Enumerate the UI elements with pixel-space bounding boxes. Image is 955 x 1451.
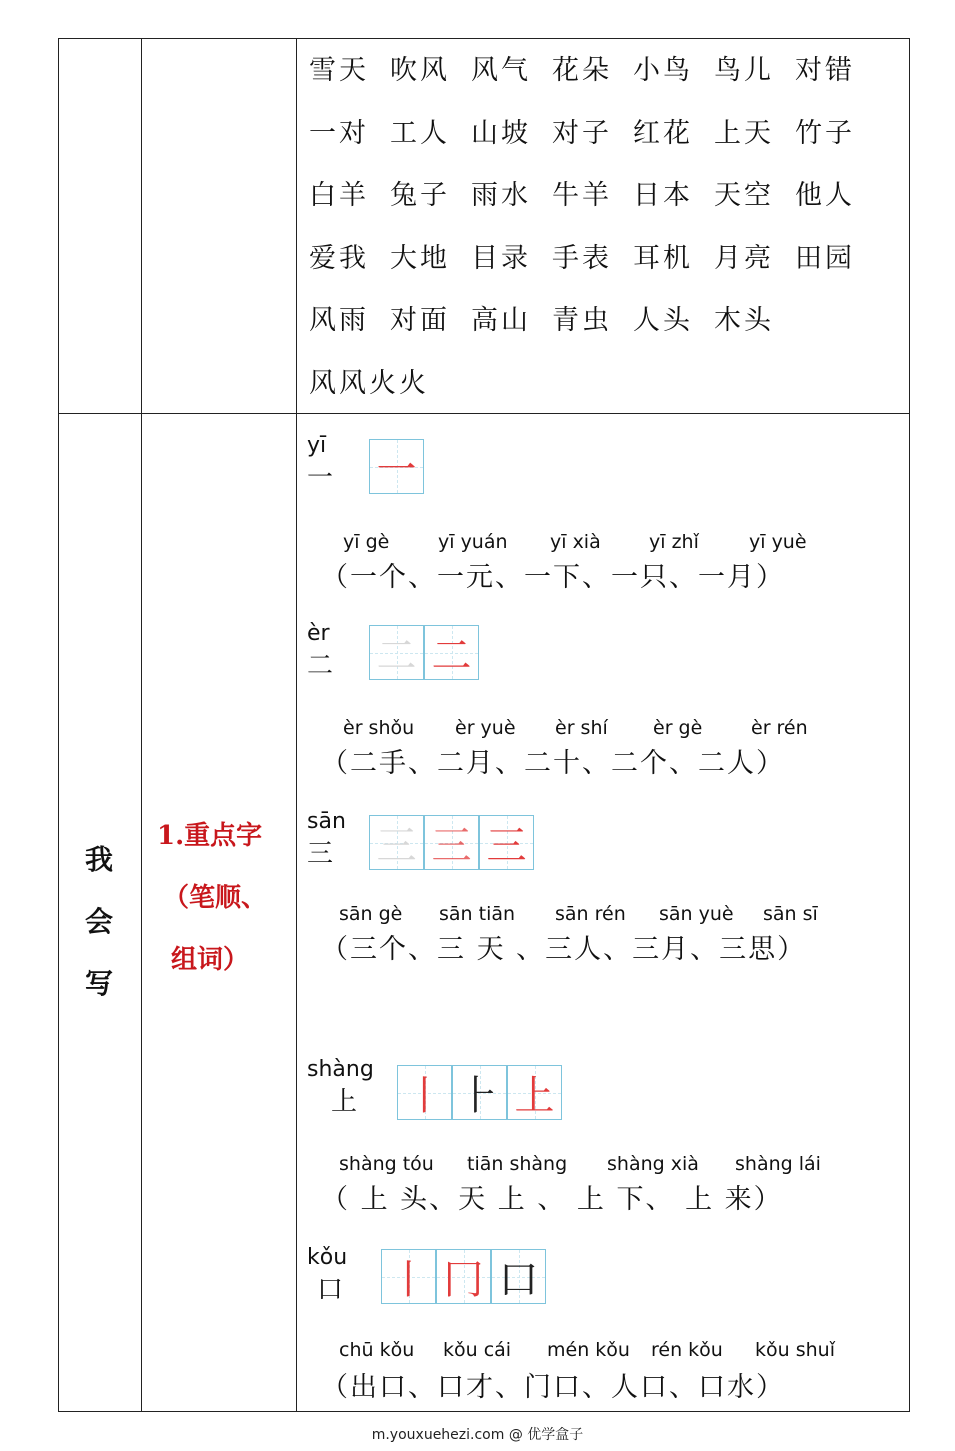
stroke-cell [507, 1065, 562, 1120]
word-row [309, 301, 876, 364]
word: 红花 [633, 117, 693, 149]
word: 上天 [714, 117, 774, 149]
word: 对错 [795, 55, 855, 86]
word-pinyin: èr gè [653, 717, 703, 739]
word-pinyin: sān sī [763, 903, 818, 925]
stroke-cell [381, 1249, 436, 1304]
word: 花朵 [552, 55, 612, 86]
word: 青虫 [552, 305, 612, 336]
stroke-step: 二 [431, 633, 472, 679]
char-pinyin: yī [307, 433, 327, 458]
words-line: （ 上 头、天 上 、 上 下、 上 来） [321, 1184, 783, 1215]
word: 田园 [795, 242, 855, 274]
column-divider-2 [296, 39, 297, 1411]
word: 月亮 [714, 242, 774, 274]
stroke-cell [424, 625, 479, 680]
word-pinyin: èr yuè [455, 717, 516, 739]
word-pinyin: tiān shàng [467, 1153, 568, 1175]
word: 风雨 [309, 305, 369, 336]
stroke-cell [479, 815, 534, 870]
word: 目录 [471, 242, 531, 274]
column-divider-1 [141, 39, 142, 1411]
char-pinyin: sān [307, 809, 346, 834]
word: 一对 [309, 117, 369, 149]
side-label-char: 我 [84, 843, 113, 876]
word-row [309, 364, 876, 427]
stroke-step: 一 [376, 447, 417, 493]
char-glyph: 一 [307, 463, 334, 493]
word: 小鸟 [633, 55, 693, 86]
stroke-step: 二 [376, 633, 417, 679]
word: 爱我 [309, 242, 369, 274]
stroke-order-grid [369, 625, 479, 680]
stroke-order-grid [381, 1249, 546, 1304]
word-row [309, 176, 876, 239]
word-pinyin: yī zhǐ [649, 531, 699, 553]
stroke-step: ⺊ [459, 1073, 500, 1119]
stroke-cell [369, 439, 424, 494]
stroke-cell [436, 1249, 491, 1304]
word-pinyin: èr rén [751, 717, 808, 739]
word: 对子 [552, 117, 612, 149]
stroke-step: 三 [486, 823, 527, 869]
word-pinyin: mén kǒu [547, 1339, 630, 1361]
side-label-char: 写 [84, 967, 113, 1000]
word-pinyin: yī xià [550, 531, 601, 553]
word-pinyin: shàng tóu [339, 1153, 434, 1175]
word-pinyin: yī yuán [438, 531, 508, 553]
words-line: （二手、二月、二十、二个、二人） [321, 748, 785, 779]
word: 日本 [633, 180, 693, 211]
char-glyph: 口 [317, 1275, 344, 1305]
stroke-step: 上 [514, 1073, 555, 1119]
char-pinyin: èr [307, 621, 330, 646]
words-line: （出口、口才、门口、人口、口水） [321, 1372, 785, 1403]
footer-watermark: m.youxuehezi.com @ 优学盒子 [371, 1427, 584, 1443]
word-pinyin: rén kǒu [651, 1339, 723, 1361]
stroke-order-grid [397, 1065, 562, 1120]
word: 兔子 [390, 180, 450, 211]
word-row [309, 51, 876, 114]
stroke-cell [369, 625, 424, 680]
stroke-step: 丨 [388, 1257, 429, 1303]
section-label [157, 805, 297, 991]
stroke-cell [491, 1249, 546, 1304]
word-pinyin: sān rén [555, 903, 626, 925]
word: 工人 [390, 117, 450, 149]
word: 山坡 [471, 117, 531, 149]
word-pinyin: yī yuè [749, 531, 807, 553]
word-pinyin: shàng lái [735, 1153, 821, 1175]
word-pinyin: sān tiān [439, 903, 516, 925]
word: 竹子 [795, 117, 855, 149]
word: 牛羊 [552, 180, 612, 211]
stroke-step: 三 [376, 823, 417, 869]
word-pinyin: sān gè [339, 903, 403, 925]
side-label-char: 会 [84, 905, 113, 938]
word: 手表 [552, 242, 612, 274]
stroke-cell [452, 1065, 507, 1120]
word-pinyin: èr shǒu [343, 717, 415, 739]
word: 高山 [471, 305, 531, 336]
stroke-cell [424, 815, 479, 870]
char-pinyin: kǒu [307, 1245, 348, 1270]
word: 耳机 [633, 242, 693, 274]
word-pinyin: yī gè [343, 531, 390, 553]
word-pinyin: kǒu cái [443, 1339, 512, 1361]
stroke-step: 三 [431, 823, 472, 869]
word: 对面 [390, 305, 450, 336]
stroke-order-grid [369, 439, 424, 494]
word: 人头 [633, 305, 693, 336]
stroke-step: 丨 [404, 1073, 445, 1119]
word-pinyin: èr shí [555, 717, 608, 739]
word: 吹风 [390, 55, 450, 86]
stroke-step: 冂 [443, 1257, 484, 1303]
word: 雪天 [309, 55, 369, 86]
stroke-order-grid [369, 815, 534, 870]
word: 大地 [390, 242, 450, 274]
word-pinyin: sān yuè [659, 903, 734, 925]
word: 风气 [471, 55, 531, 86]
word-pinyin: shàng xià [607, 1153, 699, 1175]
word-pinyin: kǒu shuǐ [755, 1339, 835, 1361]
word: 风风火火 [309, 367, 429, 399]
word: 雨水 [471, 180, 531, 211]
content-table [58, 38, 910, 1412]
stroke-step: 口 [498, 1257, 539, 1303]
char-glyph: 二 [307, 651, 334, 681]
word: 白羊 [309, 180, 369, 211]
section-label-line: 1.重点字 [157, 821, 263, 851]
word-list [309, 51, 876, 426]
section-label-line: 组词） [171, 945, 250, 975]
char-pinyin: shàng [307, 1057, 374, 1082]
word-row [309, 114, 876, 177]
word-row [309, 239, 876, 302]
word: 木头 [714, 305, 774, 336]
word: 天空 [714, 180, 774, 211]
stroke-cell [369, 815, 424, 870]
char-glyph: 三 [307, 839, 334, 869]
word: 他人 [795, 180, 855, 211]
side-label [81, 829, 117, 1015]
word-pinyin: chū kǒu [339, 1339, 415, 1361]
char-glyph: 上 [331, 1087, 358, 1117]
words-line: （三个、三 天 、三人、三月、三思） [321, 934, 807, 965]
stroke-cell [397, 1065, 452, 1120]
word: 鸟儿 [714, 55, 774, 86]
section-label-line: （笔顺、 [163, 883, 268, 913]
words-line: （一个、一元、一下、一只、一月） [321, 562, 785, 593]
